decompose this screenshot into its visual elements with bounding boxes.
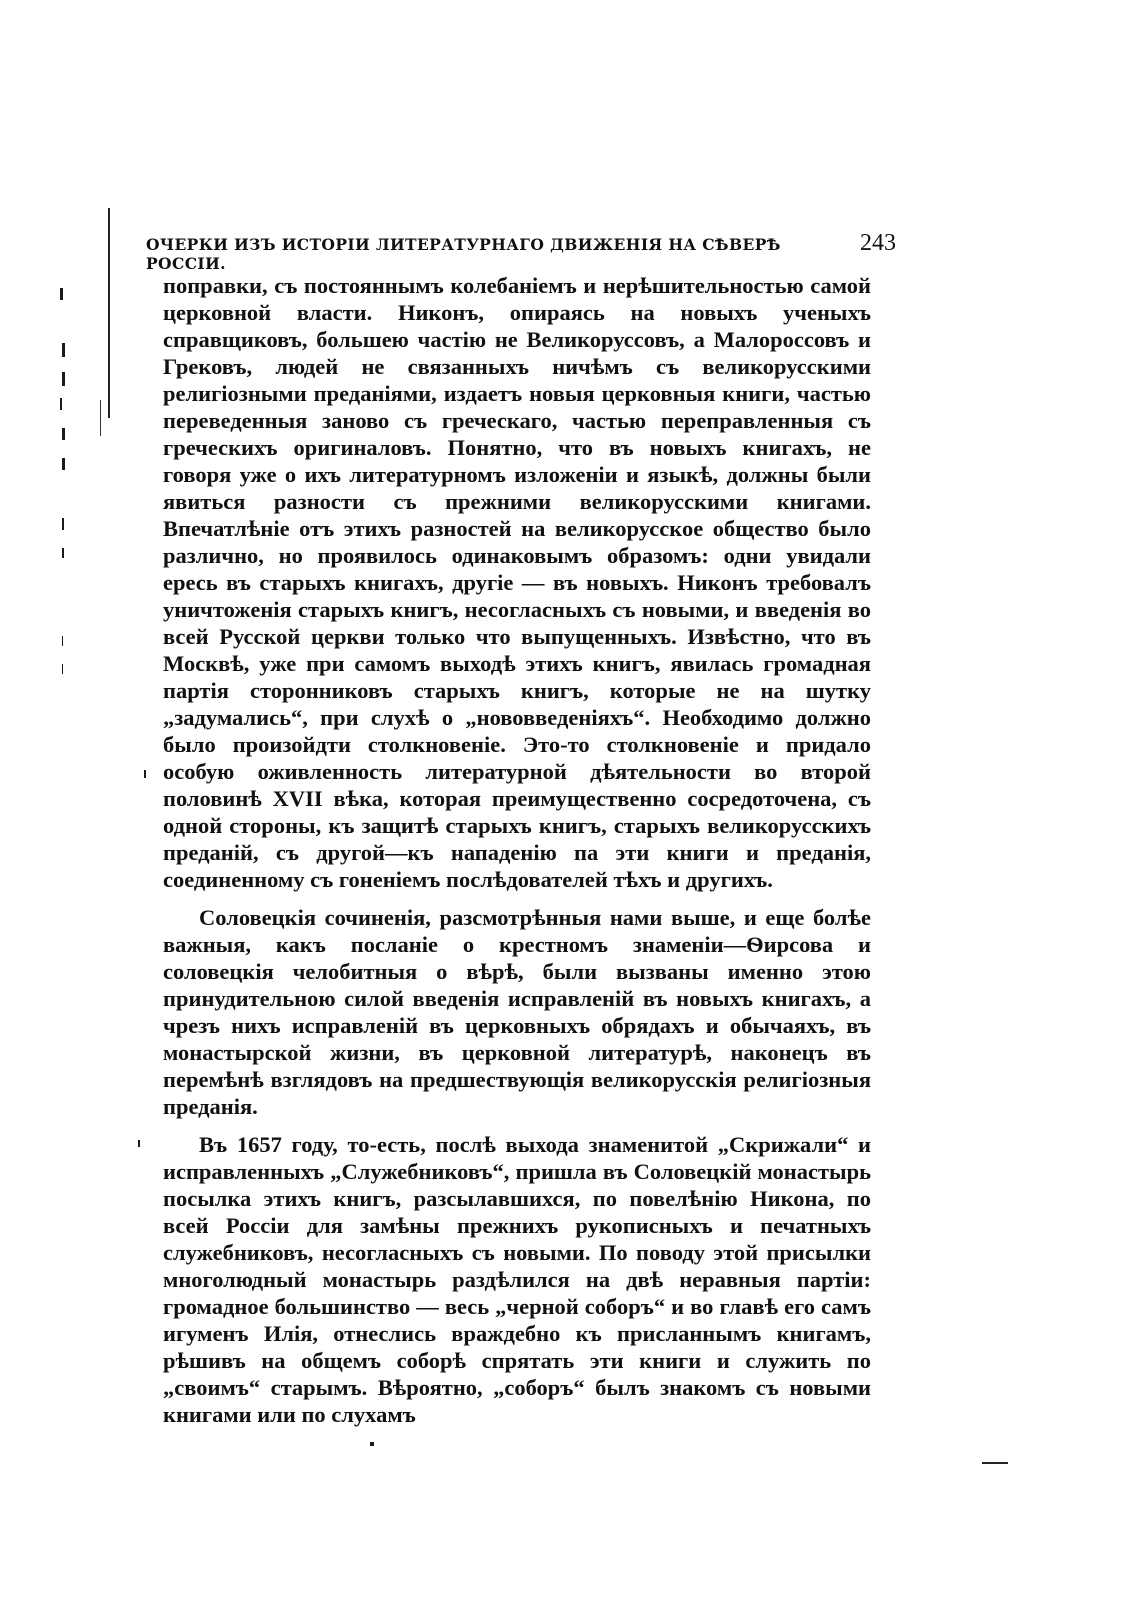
margin-mark: [62, 343, 65, 357]
margin-mark: [62, 518, 64, 530]
paragraph: Соловецкія сочиненія, разсмотрѣнныя нами выше, и еще болѣе важныя, какъ посланіе о крестномъ знаменіи—Ѳирсова и соловецкія челобитныя о вѣрѣ, были вызваны именно этою принудительною силой введенія исправленій въ новыхъ книгахъ, а чрезъ нихъ исправленій въ церковныхъ обрядахъ и обычаяхъ, въ монастырской жизни, въ церковной литературѣ, наконецъ въ перемѣнѣ взглядовъ на предшествующія великорусскія религіозныя преданія.: [163, 905, 871, 1119]
margin-mark: [62, 664, 63, 674]
margin-mark: [60, 398, 62, 410]
margin-mark: [60, 288, 63, 300]
body-text: [163, 272, 871, 1439]
paragraph: Въ 1657 году, то-есть, послѣ выхода знаменитой „Скрижали“ и исправленныхъ „Служебниковъ“, пришла въ Соловецкій монастырь посылка этихъ книгъ, разсылавшихся, по повелѣнію Никона, по всей Россіи для замѣны прежнихъ рукописныхъ и печатныхъ служебниковъ, несогласныхъ съ новыми. По поводу этой присылки многолюдный монастырь раздѣлился на двѣ неравныя партіи: громадное большинство — весь „черной соборъ“ и во главѣ его самъ игуменъ Илія, отнеслись враждебно къ присланнымъ книгамъ, рѣшивъ на общемъ соборѣ спрятать эти книги и служить по „своимъ“ старымъ. Вѣроятно, „соборъ“ былъ знакомъ съ новыми книгами или по слухамъ: [163, 1132, 871, 1427]
margin-mark: [62, 548, 64, 558]
margin-mark: [62, 428, 65, 440]
margin-rule: [108, 208, 110, 418]
page-header: [146, 230, 896, 273]
margin-mark: [62, 372, 65, 386]
margin-mark: [144, 770, 146, 778]
page-number: 243: [860, 230, 896, 256]
footer-dot: [370, 1442, 374, 1446]
margin-rule-lower: [100, 400, 101, 436]
margin-mark: [138, 1140, 140, 1147]
margin-mark: [62, 636, 63, 646]
footer-dash: [982, 1462, 1008, 1464]
margin-mark: [62, 458, 65, 470]
running-title: ОЧЕРКИ ИЗЪ ИСТОРІИ ЛИТЕРАТУРНАГО ДВИЖЕНІЯ НА СѢВЕРѢ РОССІИ.: [146, 235, 781, 273]
paragraph: поправки, съ постояннымъ колебаніемъ и нерѣшительностью самой церковной власти. Никонъ, опираясь на новыхъ ученыхъ справщиковъ, большею частію не Великоруссовъ, а Малороссовъ и Грековъ, людей не связанныхъ ничѣмъ съ великорусскими религіозными преданіями, издаетъ новыя церковныя книги, частью переведенныя заново съ греческаго, частью переправленныя съ греческихъ оригиналовъ. Понятно, что въ новыхъ книгахъ, не говоря уже о ихъ литературномъ изложеніи и языкѣ, должны были явиться разности съ прежними великорусскими книгами. Впечатлѣніе отъ этихъ разностей на великорусское общество было различно, но проявилось одинаковымъ образомъ: одни увидали ересь въ старыхъ книгахъ, другіе — въ новыхъ. Никонъ требовалъ уничтоженія старыхъ книгъ, несогласныхъ съ новыми, и введенія во всей Русской церкви только что выпущенныхъ. Извѣстно, что въ Москвѣ, уже при самомъ выходѣ этихъ книгъ, явилась громадная партія сторонниковъ старыхъ книгъ, которые не на шутку „задумались“, при слухѣ о „нововведеніяхъ“. Необходимо должно было произойдти столкновеніе. Это-то столкновеніе и придало особую оживленность литературной дѣятельности во второй половинѣ XVII вѣка, которая преимущественно сосредоточена, съ одной стороны, къ защитѣ старыхъ книгъ, старыхъ великорусскихъ преданій, съ другой—къ нападенію па эти книги и преданія, соединенному съ гоненіемъ послѣдователей тѣхъ и другихъ.: [163, 273, 871, 892]
